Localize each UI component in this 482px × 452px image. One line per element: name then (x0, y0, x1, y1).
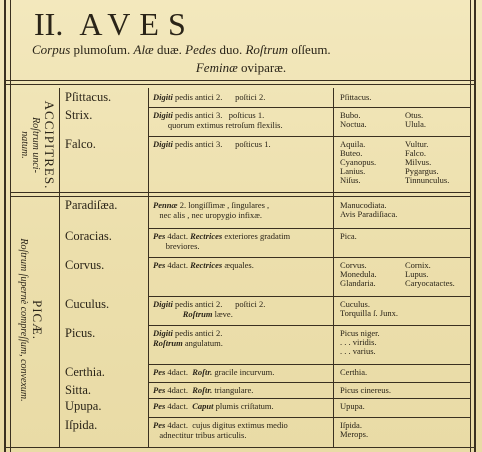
species-name: Avis Paradiſiaca. (340, 209, 398, 219)
species-name: Buteo. (340, 148, 363, 158)
character-label: Caput (192, 401, 214, 411)
species-name: Lanius. (340, 166, 366, 176)
character-label: Roſtrum (182, 309, 213, 319)
character-label: Rectrices (190, 260, 223, 270)
genus-character-line (153, 401, 274, 411)
character-label: Pes (153, 385, 166, 395)
species-name: Vultur. (405, 139, 429, 149)
character-text: 4dact. cujus digitus extimus medio (165, 420, 288, 430)
species-name: Tinnunculus. (405, 175, 450, 185)
order-column-rule (59, 88, 60, 448)
character-text: quorum extimus retroſum flexilis. (153, 120, 283, 130)
genus-column-rule (148, 88, 149, 448)
species-name: Lupus. (405, 269, 429, 279)
character-text: angulatum. (182, 338, 223, 348)
genus-name: Picus. (65, 326, 96, 340)
species-name: Aquila. (340, 139, 366, 149)
species-name: Niſus. (340, 175, 361, 185)
character-text: Corpus (32, 42, 71, 57)
character-label: Pes (153, 231, 166, 241)
character-text: Feminæ (195, 60, 238, 75)
character-label: Pes (153, 401, 166, 411)
genus-character-line (153, 241, 200, 251)
genus-name: Coracias. (65, 229, 112, 243)
order-divider-rule (10, 192, 470, 197)
species-name: Falco. (405, 148, 427, 158)
character-label: Digiti (153, 139, 173, 149)
order-accipitres (19, 90, 57, 200)
row-rule (148, 364, 470, 365)
species-name: Pygargus. (405, 166, 439, 176)
species-name: Merops. (340, 429, 369, 439)
character-label: Digiti (153, 328, 173, 338)
character-label: Rectrices (190, 231, 223, 241)
character-text: pedis antici 3. poſticus 1. (172, 139, 271, 149)
order-beak-character: Roſtrum unci- (30, 117, 41, 173)
genus-name: Pſittacus. (65, 90, 112, 104)
character-label: Pennæ (153, 200, 178, 210)
character-text: 4dact. (165, 385, 193, 395)
character-text: æquales. (222, 260, 254, 270)
character-text: breviores. (153, 241, 200, 251)
genus-character-line (153, 120, 283, 130)
species-name: . . . viridis. (340, 337, 377, 347)
character-label: Digiti (153, 299, 173, 309)
species-name: Upupa. (340, 401, 365, 411)
character-text: duo. (216, 42, 246, 57)
species-name: Cornix. (405, 260, 431, 270)
character-text: triangulare. (212, 385, 254, 395)
character-label: Digiti (153, 92, 173, 102)
row-rule (148, 257, 470, 258)
genus-character-line (153, 200, 269, 210)
order-picae (15, 205, 45, 435)
genus-character-line (153, 210, 262, 220)
genus-character-line (153, 338, 223, 348)
character-text: exteriores gradatim (222, 231, 291, 241)
character-label: Pes (153, 420, 166, 430)
genus-name: Certhia. (65, 365, 105, 379)
character-text: adnectitur tribus articulis. (153, 430, 247, 440)
class-character-line-1 (32, 42, 331, 58)
character-label: Roſtrum (153, 338, 183, 348)
species-name: Torquilla ſ. Junx. (340, 308, 398, 318)
genus-character-line (153, 110, 264, 120)
species-name: Bubo. (340, 110, 361, 120)
species-name: Milvus. (405, 157, 432, 167)
row-rule (148, 296, 470, 297)
bottom-rule (4, 447, 476, 448)
genus-name: Sitta. (65, 383, 92, 397)
character-column-rule (333, 88, 334, 448)
character-text: 4dact. (165, 401, 193, 411)
genus-character-line (153, 299, 265, 309)
row-rule (148, 136, 470, 137)
genus-name: Corvus. (65, 258, 105, 272)
species-name: Caryocatactes. (405, 278, 455, 288)
character-text: pedis antici 2. poſtici 2. (172, 299, 266, 309)
character-text: duæ. (153, 42, 186, 57)
genus-name: Strix. (65, 108, 93, 122)
row-rule (148, 417, 470, 418)
character-text: gracile incurvum. (212, 367, 275, 377)
species-name: Cuculus. (340, 299, 370, 309)
genus-character-line (153, 328, 222, 338)
species-name: Otus. (405, 110, 424, 120)
genus-character-line (153, 139, 271, 149)
genus-character-line (153, 92, 265, 102)
character-label: Roſtr. (192, 367, 213, 377)
character-text: 4dact. (165, 367, 193, 377)
genus-character-line (153, 260, 254, 270)
character-label: Pes (153, 367, 166, 377)
genus-character-line (153, 231, 290, 241)
character-text: læve. (212, 309, 233, 319)
genus-name: Paradiſæa. (65, 198, 118, 212)
character-text: Alæ (133, 42, 154, 57)
character-label: Digiti (153, 110, 173, 120)
row-rule (148, 228, 470, 229)
character-label: Pes (153, 260, 166, 270)
species-name: Glandaria. (340, 278, 376, 288)
genus-name: Cuculus. (65, 297, 110, 311)
species-name: Corvus. (340, 260, 367, 270)
character-text: pedis antici 3. poſticus 1. (172, 110, 265, 120)
genus-name: Iſpida. (65, 418, 98, 432)
species-name: Monedula. (340, 269, 377, 279)
character-text: 4dact. (165, 260, 191, 270)
species-name: Picus cinereus. (340, 385, 391, 395)
genus-character-line (153, 430, 246, 440)
species-name: Noctua. (340, 119, 367, 129)
class-title (34, 6, 195, 43)
genus-name: Upupa. (65, 399, 102, 413)
header-rule (4, 80, 476, 85)
character-text: oſſeum. (288, 42, 331, 57)
character-text: 2. longiſſimæ , ſingulares , (177, 200, 270, 210)
character-text: plumoſum. (70, 42, 134, 57)
species-name: Picus niger. (340, 328, 380, 338)
character-text: Roſtrum (245, 42, 289, 57)
genus-character-line (153, 309, 233, 319)
species-name: Manucodiata. (340, 200, 387, 210)
character-text: nec alis , nec uropygio infixæ. (153, 210, 263, 220)
character-text: oviparæ. (237, 60, 287, 75)
species-name: Pica. (340, 231, 357, 241)
genus-character-line (153, 367, 274, 377)
species-name: Ulula. (405, 119, 427, 129)
genus-name: Falco. (65, 137, 96, 151)
row-rule (148, 382, 470, 383)
character-text: plumis criſtatum. (213, 401, 274, 411)
character-text: 4dact. (165, 231, 191, 241)
species-name: Iſpida. (340, 420, 362, 430)
class-numeral: II. (34, 6, 64, 42)
species-name: Certhia. (340, 367, 368, 377)
character-text: pedis antici 2. (172, 328, 223, 338)
order-name: ACCIPITRES. (42, 100, 57, 190)
genus-character-line (153, 385, 253, 395)
genus-character-line (153, 420, 288, 430)
character-text: Pedes (185, 42, 217, 57)
character-label: Roſtr. (192, 385, 213, 395)
row-rule (148, 398, 470, 399)
character-text (153, 309, 183, 319)
order-name: PICÆ. (30, 299, 45, 341)
character-text: pedis antici 2. poſtici 2. (172, 92, 266, 102)
species-name: Pſittacus. (340, 92, 372, 102)
species-name: . . . varius. (340, 346, 376, 356)
row-rule (148, 325, 470, 326)
order-beak-character-cont: natum. (19, 131, 30, 159)
order-beak-character: Roſtrum ſupernè compreſſum, convexum. (18, 238, 29, 402)
row-rule (148, 107, 470, 108)
species-name: Cyanopus. (340, 157, 377, 167)
class-name: AVES (79, 6, 195, 42)
class-character-line-2 (0, 60, 482, 76)
